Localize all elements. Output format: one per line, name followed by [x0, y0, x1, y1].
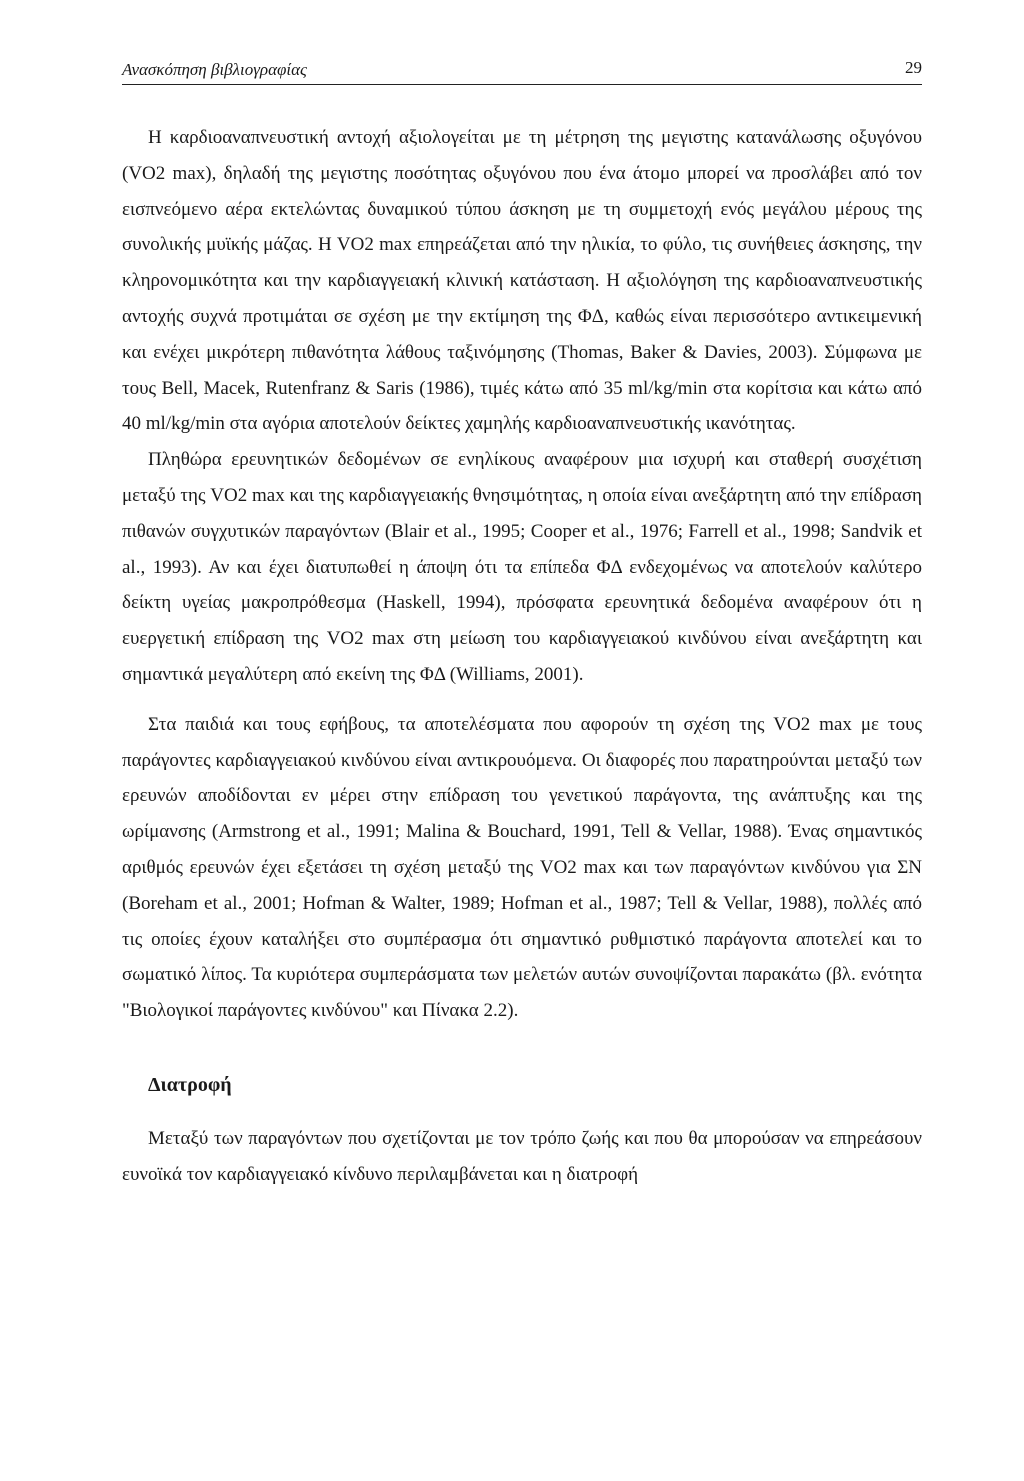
running-header	[122, 58, 922, 85]
paragraph-adult-data: Πληθώρα ερευνητικών δεδομένων σε ενηλίκους αναφέρουν μια ισχυρή και σταθερή συσχέτιση μεταξύ της VO2 max και της καρδιαγγειακής θνησιμότητας, η οποία είναι ανεξάρτητη από την επίδραση πιθανών συγχυτικών παραγόντων (Blair et al., 1995; Cooper et al., 1976; Farrell et al., 1998; Sandvik et al., 1993). Αν και έχει διατυπωθεί η άποψη ότι τα επίπεδα ΦΔ ενδεχομένως να αποτελούν καλύτερο δείκτη υγείας μακροπρόθεσμα (Haskell, 1994), πρόσφατα ερευνητικά δεδομένα αναφέρουν ότι η ευεργετική επίδραση της VO2 max στη μείωση του καρδιαγγειακού κινδύνου είναι ανεξάρτητη και σημαντικά μεγαλύτερη από εκείνη της ΦΔ (Williams, 2001).	[122, 449, 922, 685]
paragraph-nutrition: Μεταξύ των παραγόντων που σχετίζονται με τον τρόπο ζωής και που θα μπορούσαν να επηρεάσουν ευνοϊκά τον καρδιαγγειακό κίνδυνο περιλαμβάνεται και η διατροφή	[122, 1127, 922, 1185]
section-heading-nutrition: Διατροφή	[148, 1073, 232, 1096]
paragraph-children-adolescents: Στα παιδιά και τους εφήβους, τα αποτελέσματα που αφορούν τη σχέση της VO2 max με τους παράγοντες καρδιαγγειακού κινδύνου είναι αντικρουόμενα. Οι διαφορές που παρατηρούνται μεταξύ των ερευνών αποδίδονται εν μέρει στην επίδραση του γενετικού παράγοντα, της ανάπτυξης και της ωρίμανσης (Armstrong et al., 1991; Malina & Bouchard, 1991, Tell & Vellar, 1988). Ένας σημαντικός αριθμός ερευνών έχει εξετάσει τη σχέση μεταξύ της VO2 max και των παραγόντων κινδύνου για ΣΝ (Boreham et al., 2001; Hofman & Walter, 1989; Hofman et al., 1987; Tell & Vellar, 1988), πολλές από τις οποίες έχουν καταλήξει στο συμπέρασμα ότι σημαντικό ρυθμιστικό παράγοντα αποτελεί και το σωματικό λίπος. Τα κυριότερα συμπεράσματα των μελετών αυτών συνοψίζονται παρακάτω (βλ. ενότητα "Βιολογικοί παράγοντες κινδύνου" και Πίνακα 2.2).	[122, 713, 922, 1022]
paragraph-cardiorespiratory-fitness: Η καρδιοαναπνευστική αντοχή αξιολογείται με τη μέτρηση της μεγιστης κατανάλωσης οξυγόνου (VO2 max), δηλαδή της μεγιστης ποσότητας οξυγόνου που ένα άτομο μπορεί να προσλάβει από τον εισπνεόμενο αέρα εκτελώντας δυναμικού τύπου άσκηση με τη συμμετοχή ενός μεγάλου μέρους της συνολικής μυϊκής μάζας. Η VO2 max επηρεάζεται από την ηλικία, το φύλο, τις συνήθειες άσκησης, την κληρονομικότητα και την καρδιαγγειακή κλινική κατάσταση. Η αξιολόγηση της καρδιοαναπνευστικής αντοχής συχνά προτιμάται σε σχέση με την εκτίμηση της ΦΔ, καθώς είναι περισσότερο αντικειμενική και ενέχει μικρότερη πιθανότητα λάθους ταξινόμησης (Thomas, Baker & Davies, 2003). Σύμφωνα με τους Bell, Macek, Rutenfranz & Saris (1986), τιμές κάτω από 35 ml/kg/min στα κορίτσια και κάτω από 40 ml/kg/min στα αγόρια αποτελούν δείκτες χαμηλής καρδιοαναπνευστικής ικανότητας.	[122, 127, 922, 435]
running-title: Ανασκόπηση βιβλιογραφίας	[122, 60, 307, 79]
page-number: 29	[905, 58, 922, 77]
body-text	[122, 120, 922, 1193]
